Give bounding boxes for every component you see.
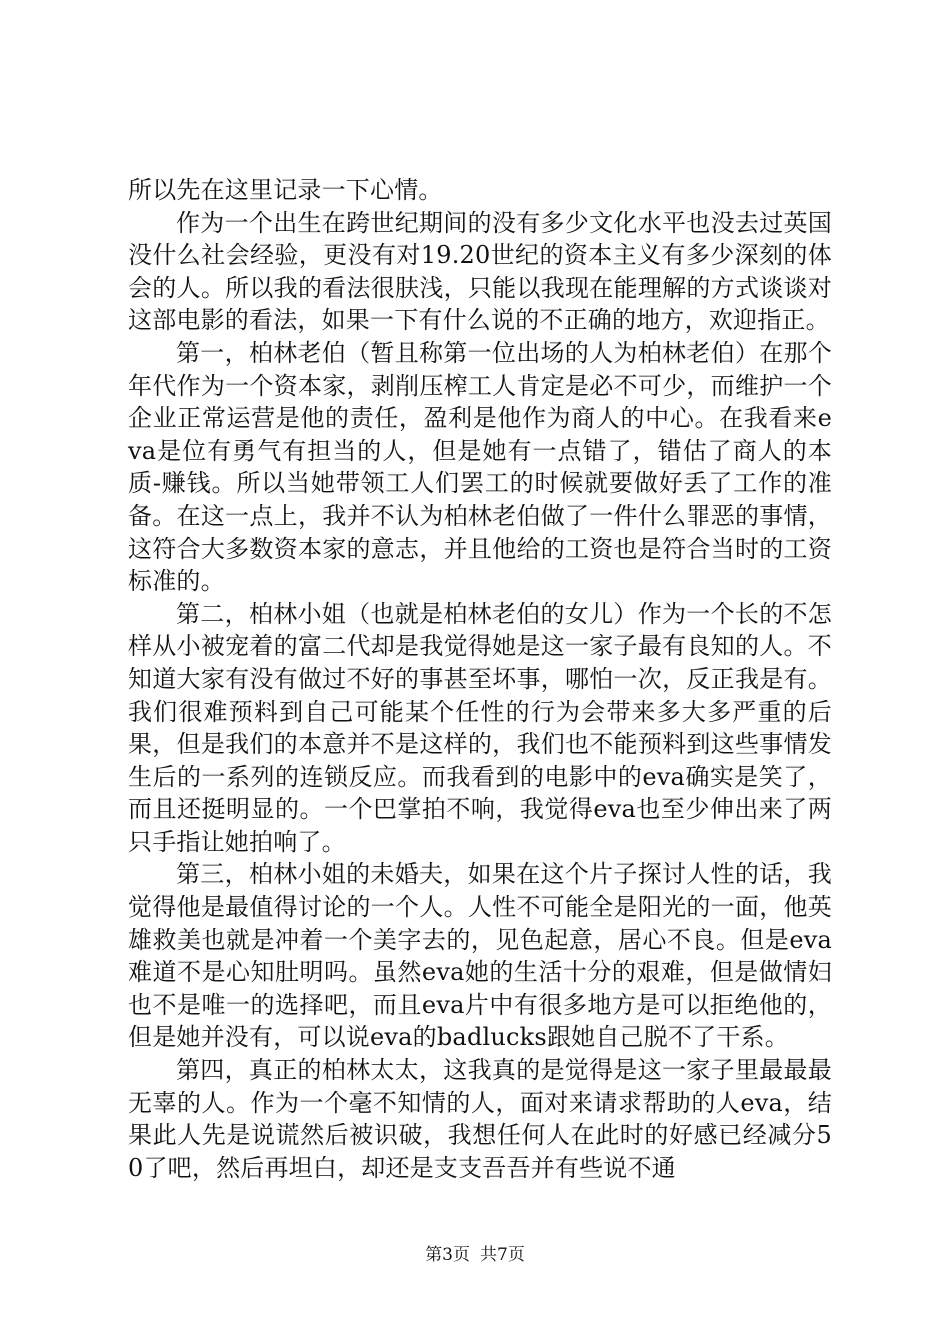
- paragraph-fourth-point: 第四，真正的柏林太太，这我真的是觉得是这一家子里最最最无辜的人。作为一个毫不知情的人，面对来请求帮助的人eva，结果此人先是说谎然后被识破，我想任何人在此时的好感已经减分50了吧，然后再坦白，却还是支支吾吾并有些说不通: [128, 1056, 832, 1182]
- page-number: 第3页: [425, 1245, 470, 1265]
- paragraph-background: 作为一个出生在跨世纪期间的没有多少文化水平也没去过英国没什么社会经验，更没有对19.20世纪的资本主义有多少深刻的体会的人。所以我的看法很肤浅，只能以我现在能理解的方式谈谈对这部电影的看法，如果一下有什么说的不正确的地方，欢迎指正。: [128, 208, 832, 335]
- page-footer: [0, 1244, 950, 1266]
- paragraph-first-point: 第一，柏林老伯（暂且称第一位出场的人为柏林老伯）在那个年代作为一个资本家，剥削压榨工人肯定是必不可少，而维护一个企业正常运营是他的责任，盈利是他作为商人的中心。在我看来eva是位有勇气有担当的人，但是她有一点错了，错估了商人的本质-赚钱。所以当她带领工人们罢工的时候就要做好丢了工作的准备。在这一点上，我并不认为柏林老伯做了一件什么罪恶的事情，这符合大多数资本家的意志，并且他给的工资也是符合当时的工资标准的。: [128, 338, 832, 596]
- page-total: 共7页: [480, 1245, 525, 1265]
- paragraph-second-point: 第二，柏林小姐（也就是柏林老伯的女儿）作为一个长的不怎样从小被宠着的富二代却是我觉得她是这一家子最有良知的人。不知道大家有没有做过不好的事甚至坏事，哪怕一次，反正我是有。我们很难预料到自己可能某个任性的行为会带来多大多严重的后果，但是我们的本意并不是这样的，我们也不能预料到这些事情发生后的一系列的连锁反应。而我看到的电影中的eva确实是笑了，而且还挺明显的。一个巴掌拍不响，我觉得eva也至少伸出来了两只手指让她拍响了。: [128, 599, 832, 856]
- paragraph-intro: 所以先在这里记录一下心情。: [128, 176, 443, 204]
- paragraph-third-point: 第三，柏林小姐的未婚夫，如果在这个片子探讨人性的话，我觉得他是最值得讨论的一个人。人性不可能全是阳光的一面，他英雄救美也就是冲着一个美字去的，见色起意，居心不良。但是eva难道不是心知肚明吗。虽然eva她的生活十分的艰难，但是做情妇也不是唯一的选择吧，而且eva片中有很多地方是可以拒绝他的，但是她并没有，可以说eva的badlucks跟她自己脱不了干系。: [128, 860, 832, 1052]
- document-body: [128, 174, 832, 1184]
